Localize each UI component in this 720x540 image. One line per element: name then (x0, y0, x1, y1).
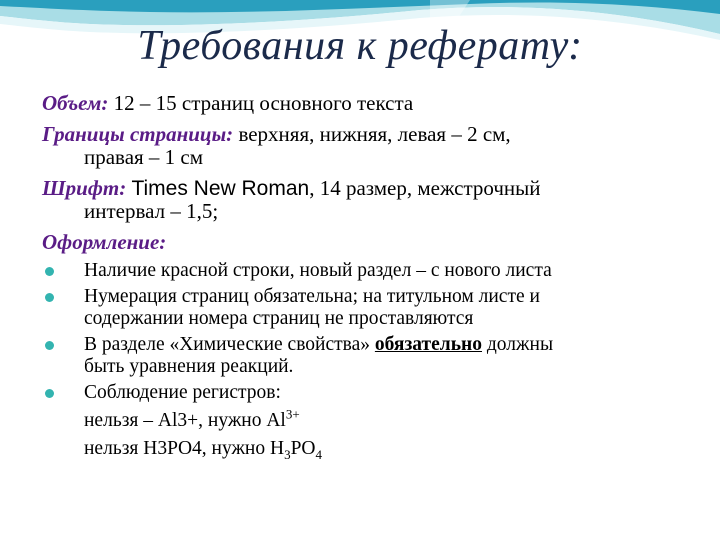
register-example-2-prefix: нельзя H3PO4, нужно H (84, 438, 285, 459)
bullet-text-line2: быть уравнения реакций. (84, 356, 294, 377)
volume-label: Объем: (42, 91, 109, 115)
font-value-line1: , 14 размер, межстрочный (309, 176, 541, 200)
list-item (42, 286, 682, 330)
formatting-label: Оформление: (42, 230, 167, 254)
bullet-dot-icon (45, 293, 54, 302)
font-requirement (42, 177, 682, 223)
margins-requirement (42, 123, 682, 169)
bullet-dot-icon (45, 341, 54, 350)
bullet-text-line1 (84, 334, 682, 356)
font-label: Шрифт: (42, 176, 127, 200)
font-value-line2: интервал – 1,5; (84, 199, 219, 223)
register-example-2 (84, 438, 682, 460)
margins-value-line2: правая – 1 см (84, 145, 204, 169)
register-example-1-text: нельзя – Al3+, нужно Al (84, 410, 286, 431)
volume-requirement (42, 92, 682, 115)
volume-value: 12 – 15 страниц основного текста (113, 91, 414, 115)
register-example-1 (84, 406, 682, 432)
bullet-text-after: должны (482, 334, 554, 355)
font-name: Times New Roman (131, 177, 310, 200)
slide-title: Требования к реферату: (137, 23, 583, 69)
bullet-text: Наличие красной строки, новый раздел – с нового листа (84, 260, 552, 281)
margins-value-line1: верхняя, нижняя, левая – 2 см, (238, 122, 511, 146)
register-example-1-sup: 3+ (285, 406, 300, 422)
list-item (42, 260, 682, 282)
bullet-dot-icon (45, 267, 54, 276)
register-example-2-sub1: 3 (284, 446, 291, 462)
formatting-bullet-list (42, 260, 682, 460)
list-item (42, 334, 682, 378)
emphasis-text: обязательно (374, 334, 483, 355)
bullet-text-line2: содержании номера страниц не проставляются (84, 308, 474, 329)
register-example-2-mid: PO (290, 438, 316, 459)
bullet-dot-icon (45, 389, 54, 398)
bullet-text: Соблюдение регистров: (84, 382, 281, 403)
register-example-2-sub2: 4 (315, 446, 323, 462)
list-item (42, 382, 682, 460)
margins-label: Границы страницы: (42, 122, 234, 146)
bullet-text-before: В разделе «Химические свойства» (84, 334, 375, 355)
formatting-heading (42, 231, 682, 254)
requirements-content (42, 92, 682, 464)
bullet-text-line1: Нумерация страниц обязательна; на титульном листе и (84, 286, 540, 307)
